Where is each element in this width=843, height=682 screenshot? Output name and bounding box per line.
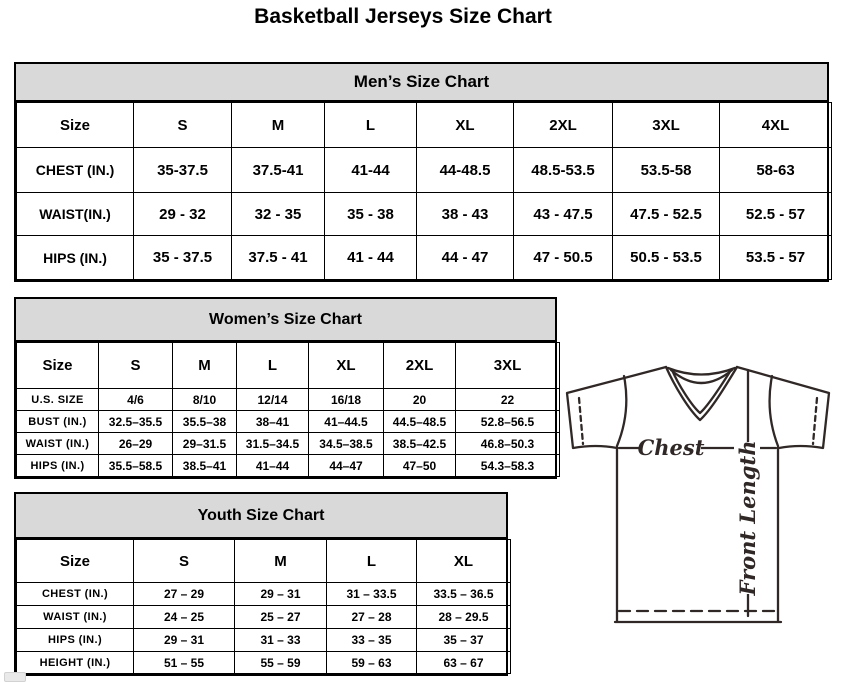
size-value-cell: 29 – 31 <box>235 583 327 606</box>
size-value-cell: 38–41 <box>237 411 309 433</box>
size-value-cell: 27 – 28 <box>327 606 417 629</box>
size-value-cell: 50.5 - 53.5 <box>613 236 720 280</box>
size-value-cell: 32 - 35 <box>232 193 325 236</box>
youth-measurement-row <box>17 652 511 674</box>
measurement-row-label: HIPS (IN.) <box>17 629 134 652</box>
women-column-header-m: M <box>173 343 237 389</box>
size-value-cell: 35-37.5 <box>134 148 232 193</box>
size-value-cell: 24 – 25 <box>134 606 235 629</box>
size-value-cell: 59 – 63 <box>327 652 417 674</box>
size-value-cell: 52.8–56.5 <box>456 411 560 433</box>
size-value-cell: 37.5 - 41 <box>232 236 325 280</box>
size-value-cell: 46.8–50.3 <box>456 433 560 455</box>
chest-label: Chest <box>637 435 705 460</box>
size-value-cell: 47 - 50.5 <box>514 236 613 280</box>
size-value-cell: 35.5–58.5 <box>99 455 173 477</box>
women-column-header-2xl: 2XL <box>384 343 456 389</box>
size-value-cell: 4/6 <box>99 389 173 411</box>
jersey-body-and-sleeves <box>567 367 829 622</box>
size-value-cell: 31 – 33 <box>235 629 327 652</box>
youth-column-header-xl: XL <box>417 540 511 583</box>
size-value-cell: 52.5 - 57 <box>720 193 832 236</box>
youth-measurement-row <box>17 606 511 629</box>
size-value-cell: 38.5–42.5 <box>384 433 456 455</box>
men-table-title: Men’s Size Chart <box>16 64 827 102</box>
right-armhole-seam <box>770 376 778 446</box>
youth-column-header-l: L <box>327 540 417 583</box>
men-measurement-row <box>17 193 832 236</box>
mens-size-chart-table <box>14 62 829 282</box>
men-column-header-2xl: 2XL <box>514 103 613 148</box>
cutoff-ui-artifact <box>4 672 26 682</box>
men-column-header-m: M <box>232 103 325 148</box>
men-size-label: Size <box>17 103 134 148</box>
left-cuff-dashed-line <box>579 398 583 444</box>
men-column-header-4xl: 4XL <box>720 103 832 148</box>
size-value-cell: 33 – 35 <box>327 629 417 652</box>
women-column-header-s: S <box>99 343 173 389</box>
size-value-cell: 16/18 <box>309 389 384 411</box>
men-column-header-3xl: 3XL <box>613 103 720 148</box>
measurement-row-label: HIPS (IN.) <box>17 236 134 280</box>
men-column-header-xl: XL <box>417 103 514 148</box>
youth-measurement-row <box>17 583 511 606</box>
men-column-header-s: S <box>134 103 232 148</box>
size-value-cell: 48.5-53.5 <box>514 148 613 193</box>
size-value-cell: 58-63 <box>720 148 832 193</box>
size-value-cell: 47–50 <box>384 455 456 477</box>
size-value-cell: 44-48.5 <box>417 148 514 193</box>
women-table-title: Women’s Size Chart <box>16 299 555 342</box>
size-value-cell: 38.5–41 <box>173 455 237 477</box>
size-value-cell: 47.5 - 52.5 <box>613 193 720 236</box>
youth-column-header-m: M <box>235 540 327 583</box>
size-value-cell: 51 – 55 <box>134 652 235 674</box>
size-value-cell: 22 <box>456 389 560 411</box>
youth-size-chart-table <box>14 492 508 676</box>
measurement-row-label: HEIGHT (IN.) <box>17 652 134 674</box>
size-value-cell: 33.5 – 36.5 <box>417 583 511 606</box>
size-value-cell: 55 – 59 <box>235 652 327 674</box>
front-length-label-group <box>734 441 760 597</box>
size-value-cell: 35.5–38 <box>173 411 237 433</box>
left-armhole-seam <box>617 376 626 446</box>
collar-back-arc-upper <box>668 368 735 375</box>
measurement-row-label: CHEST (IN.) <box>17 583 134 606</box>
right-cuff-dashed-line <box>813 398 817 444</box>
size-value-cell: 8/10 <box>173 389 237 411</box>
men-column-header-l: L <box>325 103 417 148</box>
size-value-cell: 54.3–58.3 <box>456 455 560 477</box>
women-column-header-l: L <box>237 343 309 389</box>
size-value-cell: 34.5–38.5 <box>309 433 384 455</box>
women-measurement-row <box>17 433 560 455</box>
size-value-cell: 25 – 27 <box>235 606 327 629</box>
women-column-header-xl: XL <box>309 343 384 389</box>
size-value-cell: 27 – 29 <box>134 583 235 606</box>
size-value-cell: 29 – 31 <box>134 629 235 652</box>
jersey-outline <box>567 367 829 622</box>
measurement-row-label: WAIST (IN.) <box>17 433 99 455</box>
size-value-cell: 44 - 47 <box>417 236 514 280</box>
size-value-cell: 35 - 37.5 <box>134 236 232 280</box>
womens-size-chart-table <box>14 297 557 479</box>
women-column-header-3xl: 3XL <box>456 343 560 389</box>
size-value-cell: 41–44 <box>237 455 309 477</box>
size-value-cell: 53.5-58 <box>613 148 720 193</box>
size-value-cell: 35 – 37 <box>417 629 511 652</box>
size-value-cell: 44.5–48.5 <box>384 411 456 433</box>
chest-label-group <box>638 435 705 460</box>
jersey-measurement-diagram <box>558 360 843 628</box>
youth-column-header-s: S <box>134 540 235 583</box>
youth-size-label: Size <box>17 540 134 583</box>
size-value-cell: 31.5–34.5 <box>237 433 309 455</box>
size-value-cell: 43 - 47.5 <box>514 193 613 236</box>
size-value-cell: 53.5 - 57 <box>720 236 832 280</box>
measurement-row-label: BUST (IN.) <box>17 411 99 433</box>
size-value-cell: 38 - 43 <box>417 193 514 236</box>
size-value-cell: 28 – 29.5 <box>417 606 511 629</box>
size-value-cell: 29 - 32 <box>134 193 232 236</box>
men-measurement-row <box>17 148 832 193</box>
women-size-label: Size <box>17 343 99 389</box>
youth-table-title: Youth Size Chart <box>16 494 506 539</box>
front-length-label: Front Length <box>735 440 760 596</box>
page-title: Basketball Jerseys Size Chart <box>254 5 552 28</box>
measurement-row-label: WAIST(IN.) <box>17 193 134 236</box>
size-value-cell: 41-44 <box>325 148 417 193</box>
women-measurement-row <box>17 455 560 477</box>
size-value-cell: 12/14 <box>237 389 309 411</box>
measurement-row-label: U.S. SIZE <box>17 389 99 411</box>
size-value-cell: 35 - 38 <box>325 193 417 236</box>
measurement-row-label: HIPS (IN.) <box>17 455 99 477</box>
measurement-row-label: WAIST (IN.) <box>17 606 134 629</box>
size-value-cell: 20 <box>384 389 456 411</box>
size-value-cell: 63 – 67 <box>417 652 511 674</box>
size-value-cell: 32.5–35.5 <box>99 411 173 433</box>
women-measurement-row <box>17 389 560 411</box>
women-measurement-row <box>17 411 560 433</box>
size-value-cell: 41–44.5 <box>309 411 384 433</box>
youth-measurement-row <box>17 629 511 652</box>
size-value-cell: 31 – 33.5 <box>327 583 417 606</box>
v-neck-collar <box>666 367 737 420</box>
measurement-row-label: CHEST (IN.) <box>17 148 134 193</box>
size-value-cell: 41 - 44 <box>325 236 417 280</box>
size-value-cell: 44–47 <box>309 455 384 477</box>
size-value-cell: 26–29 <box>99 433 173 455</box>
size-value-cell: 37.5-41 <box>232 148 325 193</box>
size-value-cell: 29–31.5 <box>173 433 237 455</box>
men-measurement-row <box>17 236 832 280</box>
